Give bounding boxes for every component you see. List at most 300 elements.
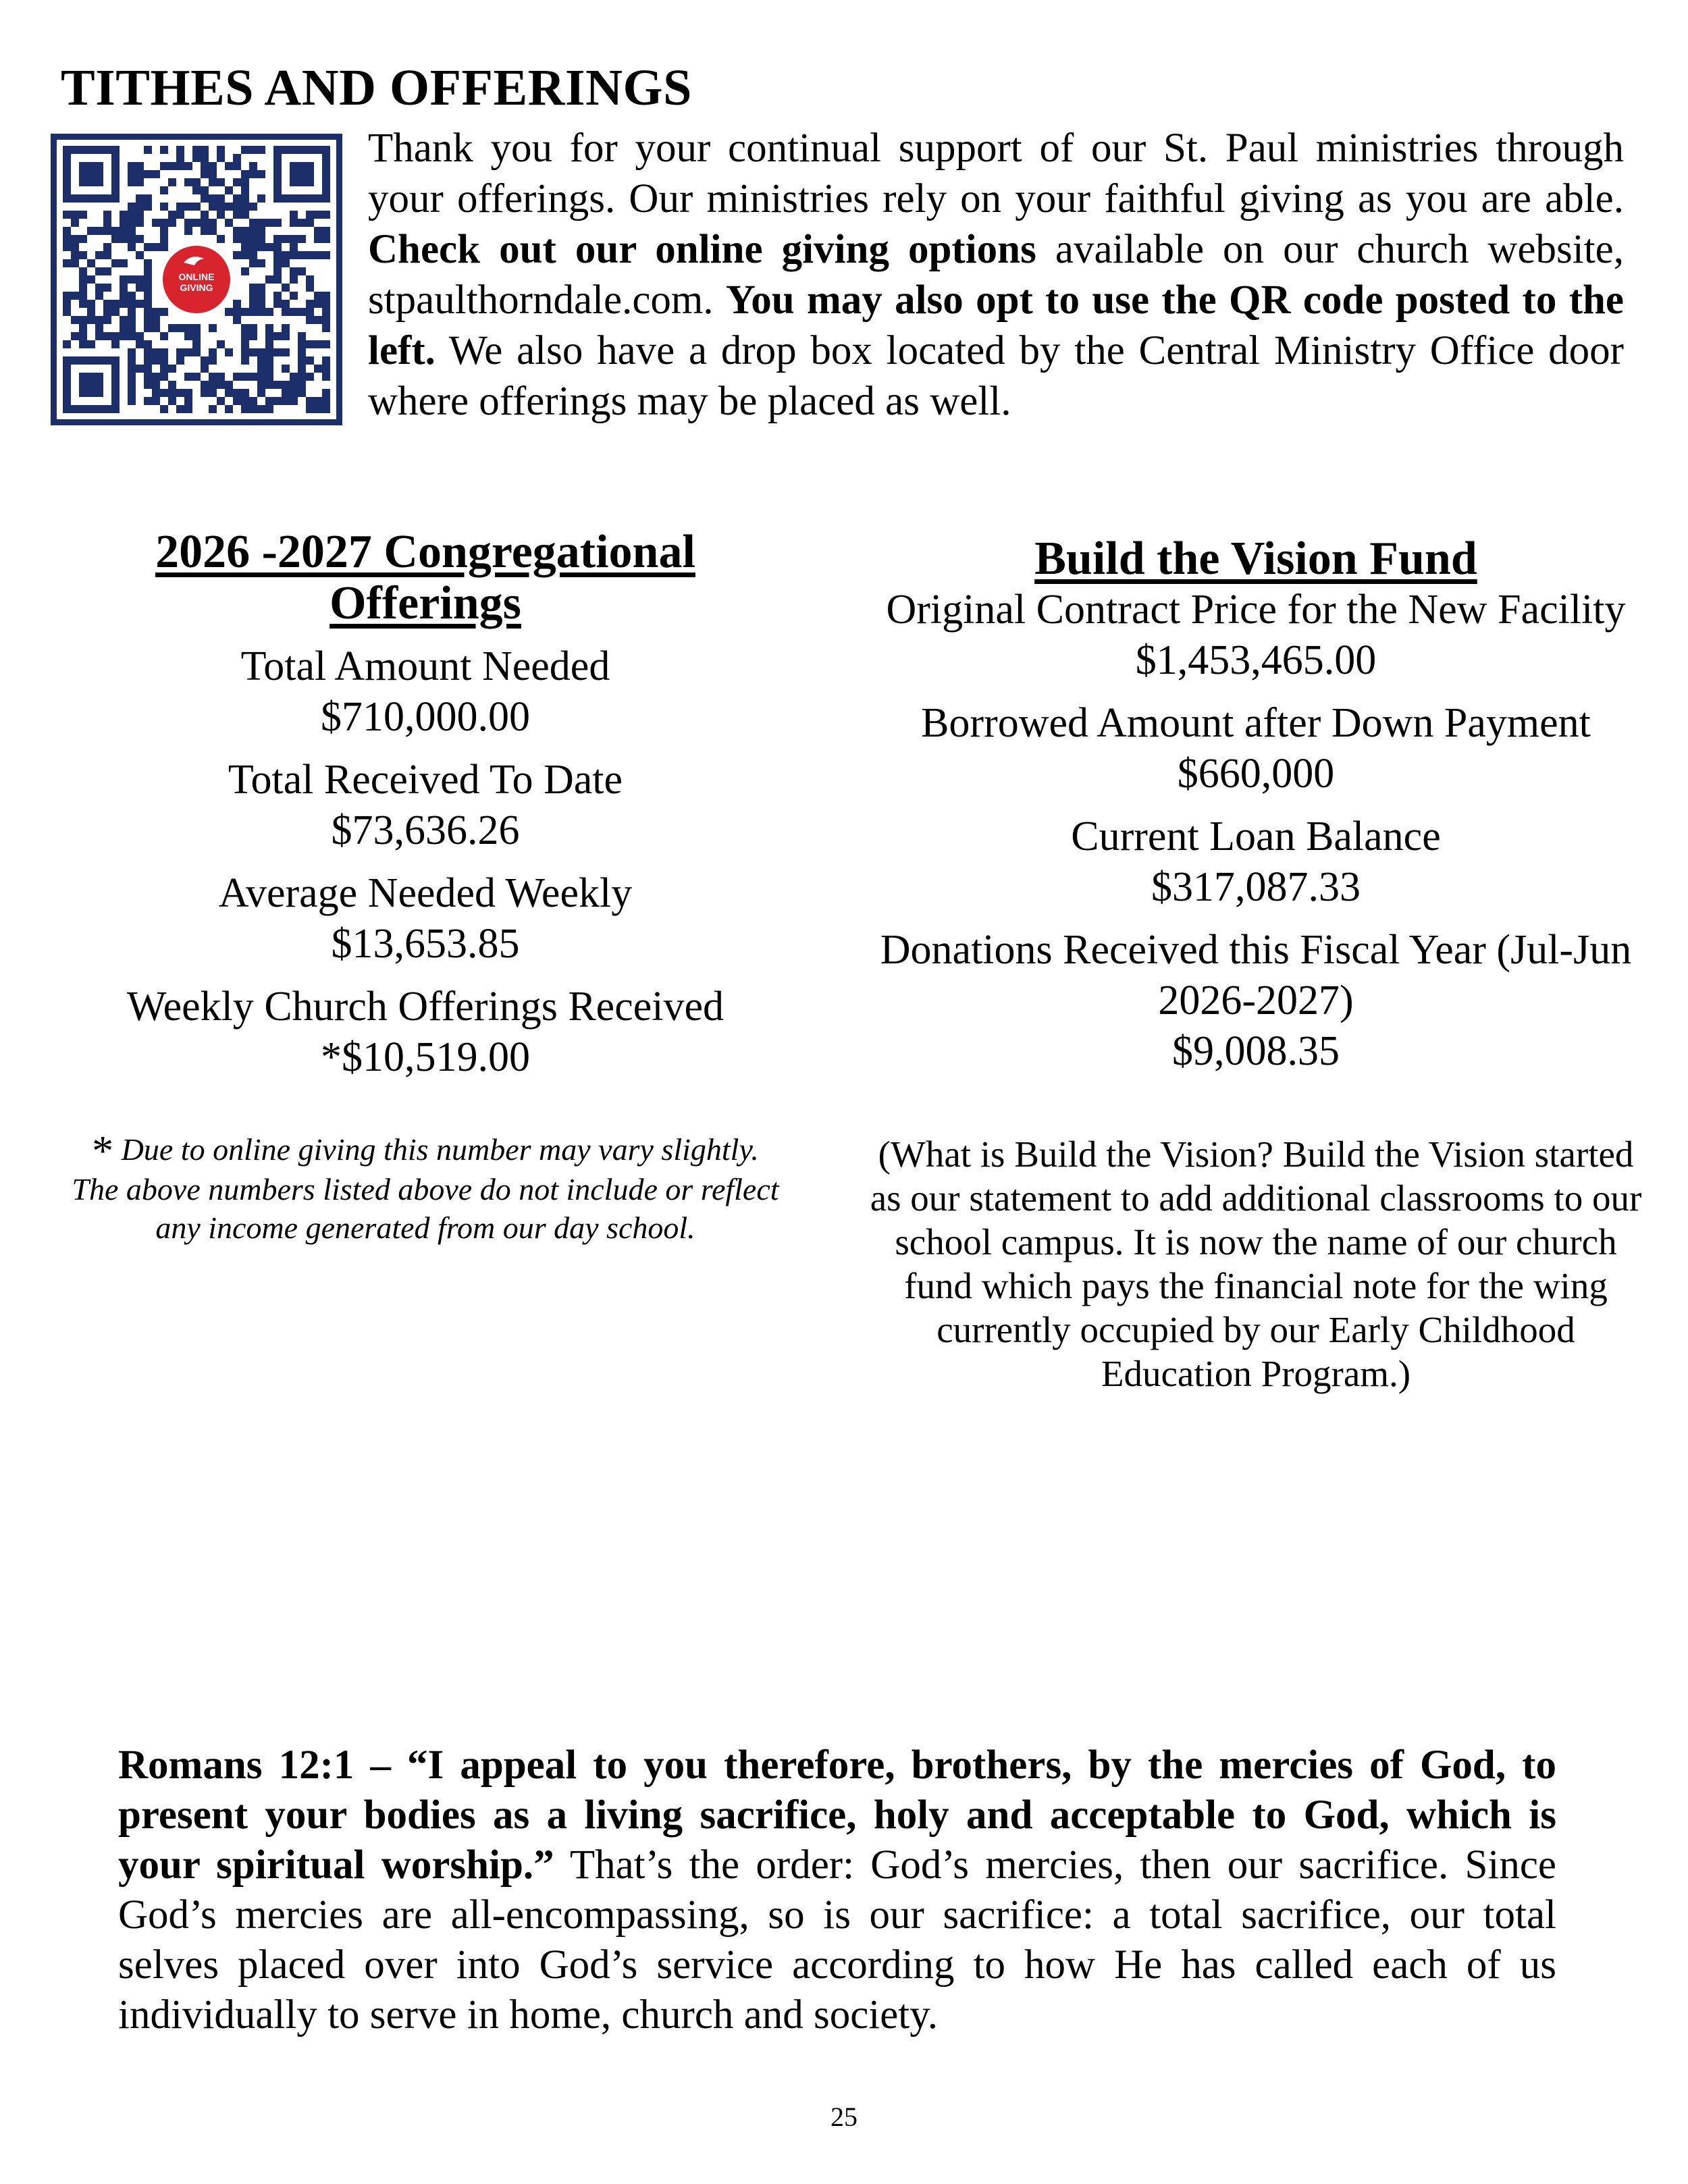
qr-module (168, 397, 176, 405)
qr-module (265, 405, 273, 413)
intro-online-giving-note: Check out our online giving options (368, 227, 1036, 272)
qr-module (233, 227, 241, 235)
qr-module (306, 316, 314, 324)
qr-module (152, 397, 160, 405)
qr-module (290, 373, 298, 381)
qr-module (192, 219, 201, 227)
qr-module (79, 340, 87, 348)
qr-module (265, 324, 273, 332)
qr-module (128, 324, 136, 332)
qr-module (233, 316, 241, 324)
qr-module (225, 186, 233, 194)
qr-module (120, 332, 128, 340)
qr-module (87, 275, 95, 284)
qr-module (282, 348, 290, 356)
qr-module (128, 219, 136, 227)
romans-commentary: That’s the order: God’s mercies, then our sacrifice. Since God’s mercies are all-encompassing, so is our sacrifice: a total sacrifice, our total selves placed over into God’s service according to how He has called each of us individually to serve in home, church and society. (118, 1842, 1556, 2037)
qr-module (79, 211, 87, 219)
qr-module (233, 162, 241, 170)
qr-module (241, 178, 249, 186)
qr-module (192, 348, 201, 356)
qr-module (282, 324, 290, 332)
qr-module (241, 186, 249, 194)
qr-finder-part (79, 162, 103, 186)
stat-total-needed (68, 641, 783, 743)
qr-module (249, 219, 257, 227)
qr-module (144, 170, 152, 178)
qr-module (103, 267, 111, 275)
qr-module (103, 227, 111, 235)
qr-module (79, 292, 87, 300)
qr-module (209, 356, 217, 365)
qr-module (63, 292, 71, 300)
stat-value: $660,000 (1177, 751, 1335, 797)
qr-module (79, 332, 87, 340)
stat-total-received (68, 755, 783, 856)
qr-module (103, 211, 111, 219)
qr-module (136, 275, 144, 284)
qr-module (136, 194, 144, 203)
qr-module (79, 251, 87, 259)
qr-module (322, 405, 330, 413)
qr-module (136, 300, 144, 308)
qr-module (87, 316, 95, 324)
qr-module (144, 292, 152, 300)
qr-module (306, 397, 314, 405)
qr-module (257, 405, 265, 413)
qr-module (136, 332, 144, 340)
qr-module (322, 292, 330, 300)
qr-module (217, 203, 225, 211)
qr-module (128, 397, 136, 405)
qr-module (192, 373, 201, 381)
qr-module (282, 235, 290, 243)
qr-module (273, 235, 282, 243)
intro-text-3: We also have a drop box located by the Central Ministry Office door where offerings may be placed as well. (368, 328, 1624, 424)
qr-module (249, 235, 257, 243)
qr-module (209, 381, 217, 389)
qr-module (209, 348, 217, 356)
qr-module (306, 340, 314, 348)
qr-module (209, 219, 217, 227)
qr-module (201, 170, 209, 178)
qr-module (322, 300, 330, 308)
qr-module (217, 340, 225, 348)
qr-module (314, 300, 322, 308)
intro-text-2: available on our church website, stpaulthorndale.com. (368, 227, 1624, 323)
build-the-vision-section (864, 533, 1647, 1395)
qr-module (249, 292, 257, 300)
qr-module (71, 243, 79, 251)
qr-module (249, 251, 257, 259)
qr-module (225, 203, 233, 211)
qr-module (120, 211, 128, 219)
qr-module (249, 332, 257, 340)
qr-module (136, 235, 144, 243)
qr-module (144, 365, 152, 373)
qr-module (314, 365, 322, 373)
qr-module (144, 348, 152, 356)
qr-module (298, 267, 306, 275)
qr-module (136, 170, 144, 178)
qr-module (201, 186, 209, 194)
qr-module (152, 373, 160, 381)
qr-module (322, 373, 330, 381)
qr-module (249, 203, 257, 211)
qr-module (184, 332, 192, 340)
qr-module (265, 219, 273, 227)
qr-module (306, 275, 314, 284)
romans-devotional-paragraph (118, 1740, 1556, 2040)
qr-module (209, 162, 217, 170)
qr-module (233, 235, 241, 243)
qr-module (111, 308, 120, 316)
qr-module (298, 219, 306, 227)
qr-module (217, 397, 225, 405)
qr-module (201, 211, 209, 219)
qr-module (120, 227, 128, 235)
qr-module (63, 300, 71, 308)
qr-module (209, 324, 217, 332)
qr-module (192, 186, 201, 194)
qr-module (241, 308, 249, 316)
stat-label: Current Loan Balance (1071, 814, 1441, 859)
qr-module (128, 332, 136, 340)
qr-module (192, 332, 201, 340)
qr-module (241, 332, 249, 340)
qr-module (314, 211, 322, 219)
qr-module (136, 284, 144, 292)
qr-module (120, 235, 128, 243)
footnote-asterisk: * (92, 1127, 114, 1175)
qr-module (290, 308, 298, 316)
qr-module (176, 146, 184, 154)
qr-module (120, 292, 128, 300)
qr-module (273, 267, 282, 275)
qr-module (225, 348, 233, 356)
qr-module (249, 146, 257, 154)
qr-module (152, 389, 160, 397)
qr-module (233, 154, 241, 162)
qr-module (71, 251, 79, 259)
stat-label: Total Amount Needed (240, 643, 610, 689)
qr-module (265, 332, 273, 340)
qr-module (265, 275, 273, 284)
qr-module (87, 308, 95, 316)
online-giving-qr-code[interactable] (51, 134, 342, 425)
qr-module (314, 340, 322, 348)
qr-module (257, 235, 265, 243)
qr-module (257, 170, 265, 178)
qr-module (273, 275, 282, 284)
qr-module (120, 324, 128, 332)
qr-module (306, 300, 314, 308)
qr-module (322, 211, 330, 219)
intro-paragraph (368, 123, 1624, 427)
qr-module (79, 235, 87, 243)
qr-module (176, 405, 184, 413)
qr-module (184, 389, 192, 397)
qr-module (120, 316, 128, 324)
qr-module (322, 235, 330, 243)
qr-module (152, 356, 160, 365)
qr-module (95, 324, 103, 332)
qr-module (168, 211, 176, 219)
romans-verse: Romans 12:1 – “I appeal to you therefore, brothers, by the mercies of God, to present your bodies as a living sacrifice, holy and acceptable to God, which is your spiritual worship.” (118, 1742, 1556, 1888)
footnote-text: Due to online giving this number may vary slightly. The above numbers listed above do not include or reflect any income generated from our day school. (72, 1132, 779, 1245)
qr-module (71, 235, 79, 243)
qr-module (273, 219, 282, 227)
qr-module (209, 178, 217, 186)
stat-label: Borrowed Amount after Down Payment (921, 700, 1591, 746)
qr-module (217, 194, 225, 203)
qr-module (201, 146, 209, 154)
qr-module (249, 373, 257, 381)
qr-module (168, 324, 176, 332)
qr-module (71, 211, 79, 219)
qr-module (290, 235, 298, 243)
qr-module (265, 308, 273, 316)
qr-module (87, 340, 95, 348)
qr-module (233, 194, 241, 203)
qr-module (63, 308, 71, 316)
qr-module (201, 356, 209, 365)
qr-module (265, 243, 273, 251)
qr-module (79, 267, 87, 275)
qr-module (273, 259, 282, 267)
qr-module (144, 259, 152, 267)
stat-value: *$10,519.00 (321, 1034, 530, 1080)
qr-module (144, 267, 152, 275)
qr-module (249, 170, 257, 178)
qr-module (152, 219, 160, 227)
qr-module (322, 227, 330, 235)
qr-module (87, 227, 95, 235)
qr-module (322, 365, 330, 373)
qr-module (128, 292, 136, 300)
page-title: TITHES AND OFFERINGS (61, 59, 692, 116)
qr-module (298, 365, 306, 373)
stat-contract-price (864, 585, 1647, 686)
qr-module (241, 389, 249, 397)
qr-module (209, 194, 217, 203)
qr-module (128, 356, 136, 365)
qr-module (282, 365, 290, 373)
qr-module (201, 194, 209, 203)
qr-module (273, 348, 282, 356)
qr-module (71, 219, 79, 227)
qr-module (128, 316, 136, 324)
qr-module (144, 356, 152, 365)
qr-module (306, 356, 314, 365)
qr-module (136, 211, 144, 219)
qr-module (168, 365, 176, 373)
qr-module (209, 405, 217, 413)
qr-module (257, 194, 265, 203)
qr-module (314, 405, 322, 413)
qr-module (233, 203, 241, 211)
qr-module (120, 300, 128, 308)
qr-module (144, 146, 152, 154)
qr-module (144, 397, 152, 405)
qr-module (241, 243, 249, 251)
intro-text-1: Thank you for your continual support of our St. Paul ministries through your offerings. Our ministries rely on your faithful giving as you are able. (368, 126, 1624, 221)
qr-module (257, 373, 265, 381)
qr-module (257, 308, 265, 316)
qr-module (282, 397, 290, 405)
qr-module (176, 211, 184, 219)
qr-module (249, 162, 257, 170)
qr-module (241, 405, 249, 413)
qr-module (128, 275, 136, 284)
qr-module (225, 162, 233, 170)
offerings-footnote (68, 1127, 783, 1247)
qr-module (249, 300, 257, 308)
qr-module (144, 275, 152, 284)
qr-module (128, 162, 136, 170)
qr-module (79, 284, 87, 292)
qr-module (257, 243, 265, 251)
qr-module (249, 348, 257, 356)
qr-module (314, 292, 322, 300)
qr-module (128, 348, 136, 356)
qr-module (290, 211, 298, 219)
qr-module (241, 373, 249, 381)
qr-module (257, 292, 265, 300)
qr-module (290, 275, 298, 284)
qr-module (120, 275, 128, 284)
qr-module (322, 397, 330, 405)
qr-module (314, 251, 322, 259)
qr-module (241, 251, 249, 259)
qr-module (257, 348, 265, 356)
qr-module (95, 316, 103, 324)
qr-module (209, 227, 217, 235)
qr-module (241, 397, 249, 405)
badge-text-line1: ONLINE (178, 271, 215, 282)
qr-module (249, 397, 257, 405)
qr-module (306, 373, 314, 381)
qr-code-graphic (57, 140, 336, 419)
qr-module (103, 243, 111, 251)
qr-module (257, 146, 265, 154)
qr-module (241, 211, 249, 219)
qr-module (201, 219, 209, 227)
qr-module (144, 340, 152, 348)
qr-module (265, 365, 273, 373)
qr-module (249, 259, 257, 267)
qr-module (176, 162, 184, 170)
stat-value: $9,008.35 (1172, 1028, 1340, 1074)
qr-module (314, 235, 322, 243)
qr-module (103, 332, 111, 340)
qr-module (265, 397, 273, 405)
qr-module (71, 332, 79, 340)
qr-module (152, 348, 160, 356)
qr-module (144, 373, 152, 381)
qr-module (79, 300, 87, 308)
qr-module (160, 332, 168, 340)
qr-module (282, 284, 290, 292)
qr-module (128, 389, 136, 397)
qr-module (314, 397, 322, 405)
qr-module (160, 373, 168, 381)
qr-module (249, 308, 257, 316)
qr-module (103, 308, 111, 316)
qr-module (128, 373, 136, 381)
qr-module (168, 178, 176, 186)
qr-module (282, 332, 290, 340)
qr-module (201, 162, 209, 170)
qr-module (168, 389, 176, 397)
qr-module (152, 381, 160, 389)
qr-module (306, 251, 314, 259)
qr-module (103, 251, 111, 259)
qr-module (306, 308, 314, 316)
qr-module (217, 381, 225, 389)
qr-module (233, 300, 241, 308)
qr-module (63, 227, 71, 235)
qr-module (306, 405, 314, 413)
qr-module (322, 340, 330, 348)
qr-module (241, 146, 249, 154)
qr-module (79, 275, 87, 284)
qr-module (120, 219, 128, 227)
qr-module (95, 227, 103, 235)
qr-module (265, 356, 273, 365)
qr-module (128, 243, 136, 251)
qr-module (290, 251, 298, 259)
qr-module (128, 308, 136, 316)
qr-module (184, 162, 192, 170)
qr-module (176, 324, 184, 332)
qr-module (192, 340, 201, 348)
qr-module (290, 292, 298, 300)
online-giving-badge (163, 246, 230, 313)
qr-module (136, 178, 144, 186)
qr-module (282, 300, 290, 308)
qr-module (314, 316, 322, 324)
qr-module (249, 284, 257, 292)
qr-module (233, 211, 241, 219)
qr-module (233, 308, 241, 316)
qr-module (225, 219, 233, 227)
qr-module (322, 308, 330, 316)
qr-module (298, 389, 306, 397)
qr-module (273, 397, 282, 405)
stat-value: $1,453,465.00 (1135, 637, 1377, 683)
qr-module (71, 316, 79, 324)
stat-label: Weekly Church Offerings Received (127, 984, 724, 1030)
qr-module (87, 300, 95, 308)
qr-module (128, 170, 136, 178)
qr-module (136, 219, 144, 227)
stat-value: $13,653.85 (331, 921, 520, 967)
qr-module (265, 340, 273, 348)
qr-module (233, 373, 241, 381)
qr-module (209, 389, 217, 397)
qr-module (144, 284, 152, 292)
qr-module (192, 324, 201, 332)
qr-module (160, 243, 168, 251)
qr-module (322, 389, 330, 397)
qr-module (144, 381, 152, 389)
qr-module (95, 292, 103, 300)
qr-module (282, 251, 290, 259)
qr-module (184, 219, 192, 227)
qr-module (209, 170, 217, 178)
qr-module (257, 389, 265, 397)
